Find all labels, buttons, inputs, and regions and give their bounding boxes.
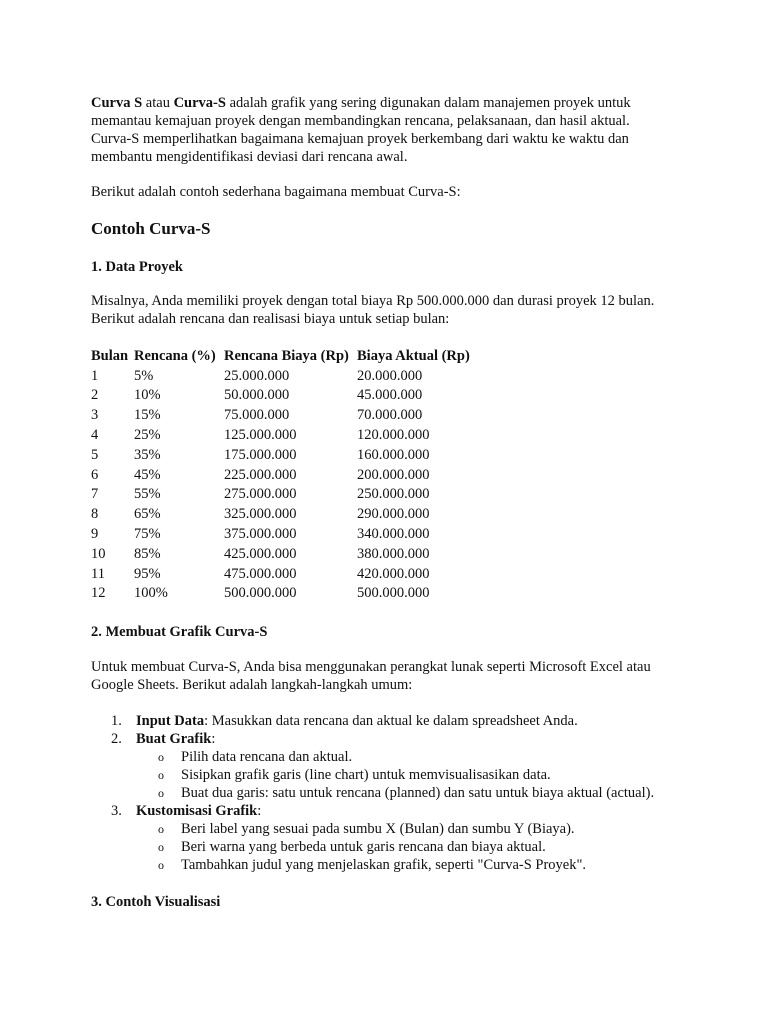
section2-line2: Google Sheets. Berikut adalah langkah-langkah umum: [91,677,413,693]
step-label: Buat Grafik [136,731,212,747]
cell-biaya-aktual: 70.000.000 [357,407,423,424]
table-body [89,366,487,604]
sub-list-item [91,766,711,784]
cell-rencana-persen: 25% [134,427,161,444]
cell-bulan: 3 [91,407,99,424]
sub-item-text: Beri warna yang berbeda untuk garis rencana dan biaya aktual. [181,839,546,855]
intro-line3: Curva-S memperlihatkan bagaimana kemajuan proyek berkembang dari waktu ke waktu dan [91,131,629,147]
intro-paragraph [91,94,691,166]
cell-bulan: 1 [91,367,99,384]
cell-biaya-aktual: 120.000.000 [357,427,430,444]
main-heading: Contoh Curva-S [91,219,211,238]
table-row [89,465,487,485]
intro-join: atau [142,95,174,111]
cell-rencana-persen: 95% [134,565,161,582]
table-row [89,524,487,544]
table-row [89,445,487,465]
term-curva-s: Curva S [91,95,143,111]
term-curva-s-hyphen: Curva-S [173,95,226,111]
cell-bulan: 5 [91,446,99,463]
cell-biaya-aktual: 200.000.000 [357,466,430,483]
table-row [89,425,487,445]
list-item [91,802,711,820]
step-rest: : Masukkan data rencana dan aktual ke dalam spreadsheet Anda. [204,713,578,729]
bullet-icon: o [158,858,164,872]
cell-rencana-biaya: 375.000.000 [224,526,297,543]
sub-item-text: Beri label yang sesuai pada sumbu X (Bulan) dan sumbu Y (Biaya). [181,821,575,837]
cell-rencana-persen: 15% [134,407,161,424]
cell-bulan: 8 [91,506,99,523]
table-row [89,485,487,505]
header-rencana-biaya: Rencana Biaya (Rp) [224,347,349,364]
cell-biaya-aktual: 160.000.000 [357,446,430,463]
cell-rencana-biaya: 175.000.000 [224,446,297,463]
cell-biaya-aktual: 290.000.000 [357,506,430,523]
section1-paragraph [91,292,711,328]
cell-rencana-biaya: 475.000.000 [224,565,297,582]
table-row [89,504,487,524]
table-row [89,405,487,425]
cell-rencana-biaya: 50.000.000 [224,387,290,404]
cell-rencana-persen: 35% [134,446,161,463]
table-row [89,564,487,584]
cell-rencana-persen: 85% [134,545,161,562]
header-rencana-persen: Rencana (%) [134,347,216,364]
cell-bulan: 6 [91,466,99,483]
cell-rencana-persen: 55% [134,486,161,503]
bullet-icon: o [158,750,164,764]
cell-bulan: 11 [91,565,105,582]
sub-list-item [91,748,711,766]
bullet-icon: o [158,768,164,782]
cell-rencana-biaya: 75.000.000 [224,407,290,424]
section3-title: 3. Contoh Visualisasi [91,894,221,910]
header-biaya-aktual: Biaya Aktual (Rp) [357,347,470,364]
cell-rencana-biaya: 275.000.000 [224,486,297,503]
bullet-icon: o [158,822,164,836]
table-header-row [89,346,487,366]
cell-biaya-aktual: 500.000.000 [357,585,430,602]
cell-rencana-persen: 10% [134,387,161,404]
step-number: 1. [111,713,122,729]
cell-rencana-biaya: 425.000.000 [224,545,297,562]
sub-item-text: Buat dua garis: satu untuk rencana (planned) dan satu untuk biaya aktual (actual). [181,785,655,801]
section2-line1: Untuk membuat Curva-S, Anda bisa menggunakan perangkat lunak seperti Microsoft Excel atau [91,659,651,675]
cell-biaya-aktual: 45.000.000 [357,387,423,404]
cell-bulan: 4 [91,427,99,444]
sub-list-item [91,820,711,838]
cell-biaya-aktual: 420.000.000 [357,565,430,582]
step-rest: : [211,731,216,747]
section2-title: 2. Membuat Grafik Curva-S [91,624,268,640]
cell-biaya-aktual: 340.000.000 [357,526,430,543]
section2-paragraph [91,658,711,694]
cell-rencana-persen: 65% [134,506,161,523]
cell-bulan: 12 [91,585,106,602]
list-item [91,712,711,730]
step-rest: : [257,803,262,819]
cell-rencana-biaya: 25.000.000 [224,367,290,384]
table-row [89,544,487,564]
cell-biaya-aktual: 250.000.000 [357,486,430,503]
project-data-table [89,346,487,603]
step-number: 3. [111,803,122,819]
intro-line2: memantau kemajuan proyek dengan membandingkan rencana, pelaksanaan, dan hasil aktual. [91,113,630,129]
cell-rencana-biaya: 225.000.000 [224,466,297,483]
header-bulan: Bulan [91,347,129,364]
step-label: Kustomisasi Grafik [136,803,258,819]
intro-line4: membantu mengidentifikasi deviasi dari rencana awal. [91,149,408,165]
sub-item-text: Sisipkan grafik garis (line chart) untuk memvisualisasikan data. [181,767,551,783]
cell-rencana-persen: 100% [134,585,168,602]
section1-title: 1. Data Proyek [91,259,183,275]
step-label: Input Data [136,713,205,729]
cell-rencana-biaya: 125.000.000 [224,427,297,444]
bullet-icon: o [158,786,164,800]
cell-rencana-persen: 5% [134,367,154,384]
sub-list-item [91,838,711,856]
cell-bulan: 9 [91,526,99,543]
intro-line1-rest: adalah grafik yang sering digunakan dalam manajemen proyek untuk [225,95,631,111]
cell-bulan: 10 [91,545,106,562]
cell-biaya-aktual: 20.000.000 [357,367,423,384]
step-number: 2. [111,731,122,747]
lead-paragraph: Berikut adalah contoh sederhana bagaimana membuat Curva-S: [91,184,461,200]
sub-list-item [91,784,711,802]
cell-rencana-persen: 75% [134,526,161,543]
cell-rencana-biaya: 325.000.000 [224,506,297,523]
sub-item-text: Tambahkan judul yang menjelaskan grafik, seperti "Curva-S Proyek". [181,857,587,873]
sub-item-text: Pilih data rencana dan aktual. [181,749,353,765]
sub-list-item [91,856,711,874]
cell-rencana-persen: 45% [134,466,161,483]
table-row [89,584,487,604]
cell-biaya-aktual: 380.000.000 [357,545,430,562]
table-row [89,366,487,386]
cell-bulan: 7 [91,486,99,503]
bullet-icon: o [158,840,164,854]
table-row [89,386,487,406]
cell-rencana-biaya: 500.000.000 [224,585,297,602]
cell-bulan: 2 [91,387,99,404]
section1-line2: Berikut adalah rencana dan realisasi biaya untuk setiap bulan: [91,311,450,327]
list-item [91,730,711,748]
steps-list [91,712,711,874]
section1-line1: Misalnya, Anda memiliki proyek dengan total biaya Rp 500.000.000 dan durasi proyek 12 bulan. [91,293,655,309]
